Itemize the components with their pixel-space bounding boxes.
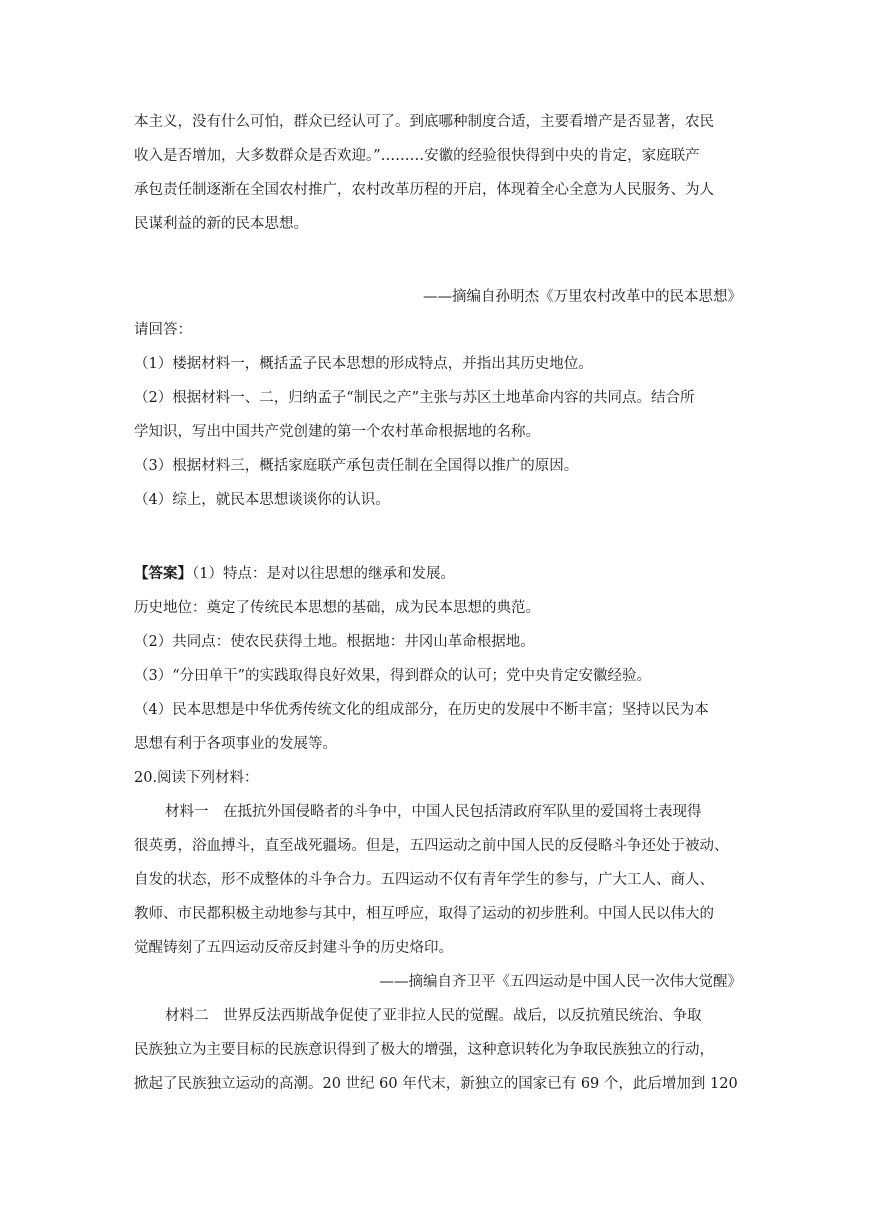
answer-4-line-1: （4）民本思想是中华优秀传统文化的组成部分，在历史的发展中不断丰富；坚持以民为本 [134, 702, 709, 718]
m1-line-4: 教师、市民都积极主动地参与其中，相互呼应，取得了运动的初步胜利。中国人民以伟大的 [134, 906, 714, 922]
answer-2: （2）共同点：使农民获得土地。根据地：井冈山革命根据地。 [134, 634, 535, 650]
m1-line-5: 觉醒铸刻了五四运动反帝反封建斗争的历史烙印。 [134, 940, 453, 956]
m1-line-3: 自发的状态，形不成整体的斗争合力。五四运动不仅有青年学生的参与，广大工人、商人、 [134, 872, 714, 888]
answer-line-1 [134, 564, 740, 584]
question-2-line-1: （2）根据材料一、二，归纳孟子“制民之产”主张与苏区土地革命内容的共同点。结合所 [134, 390, 695, 406]
material3-source: ——摘编自孙明杰《万里农村改革中的民本思想》 [423, 289, 742, 305]
answer-1: （1）特点：是对以往思想的继承和发展。 [192, 566, 455, 582]
material3-line-3: 承包责任制逐渐在全国农村推广，农村改革历程的开启，体现着全心全意为人民服务、为人 [134, 182, 714, 198]
m1-source: ——摘编自齐卫平《五四运动是中国人民一次伟大觉醒》 [379, 974, 742, 990]
answer-label: 【答案】 [134, 565, 192, 582]
material3-line-1: 本主义，没有什么可怕，群众已经认可了。到底哪种制度合适，主要看增产是否显著，农民 [134, 114, 714, 130]
question-2-line-2: 学知识，写出中国共产党创建的第一个农村革命根据地的名称。 [134, 424, 540, 440]
m2-line-3: 掀起了民族独立运动的高潮。20 世纪 60 年代末，新独立的国家已有 69 个，此后增加到 120 [134, 1076, 738, 1092]
m1-line-2: 很英勇，浴血搏斗，直至战死疆场。但是，五四运动之前中国人民的反侵略斗争还处于被动、 [134, 838, 729, 854]
question-4: （4）综上，就民本思想谈谈你的认识。 [134, 492, 390, 508]
m2-line-2: 民族独立为主要目标的民族意识得到了极大的增强，这种意识转化为争取民族独立的行动， [134, 1042, 714, 1058]
m2-line-1: 材料二 世界反法西斯战争促使了亚非拉人民的觉醒。战后，以反抗殖民统治、争取 [165, 1008, 702, 1024]
material3-line-4: 民谋利益的新的民本思想。 [134, 216, 308, 232]
question-3: （3）根据材料三，概括家庭联产承包责任制在全国得以推广的原因。 [134, 458, 579, 474]
m1-line-1: 材料一 在抵抗外国侵略者的斗争中，中国人民包括清政府军队里的爱国将士表现得 [165, 804, 702, 820]
questions-prompt: 请回答： [134, 322, 192, 338]
question-1: （1）楼据材料一，概括孟子民本思想的形成特点，并指出其历史地位。 [134, 356, 593, 372]
answer-1-history: 历史地位：奠定了传统民本思想的基础，成为民本思想的典范。 [134, 600, 540, 616]
answer-4-line-2: 思想有利于各项事业的发展等。 [134, 736, 337, 752]
material3-line-2: 收入是否增加，大多数群众是否欢迎。”………安徽的经验很快得到中央的肯定，家庭联产 [134, 148, 700, 164]
q20-title: 20.阅读下列材料： [134, 770, 259, 786]
answer-3: （3）“分田单干”的实践取得良好效果，得到群众的认可；党中央肯定安徽经验。 [134, 668, 652, 684]
